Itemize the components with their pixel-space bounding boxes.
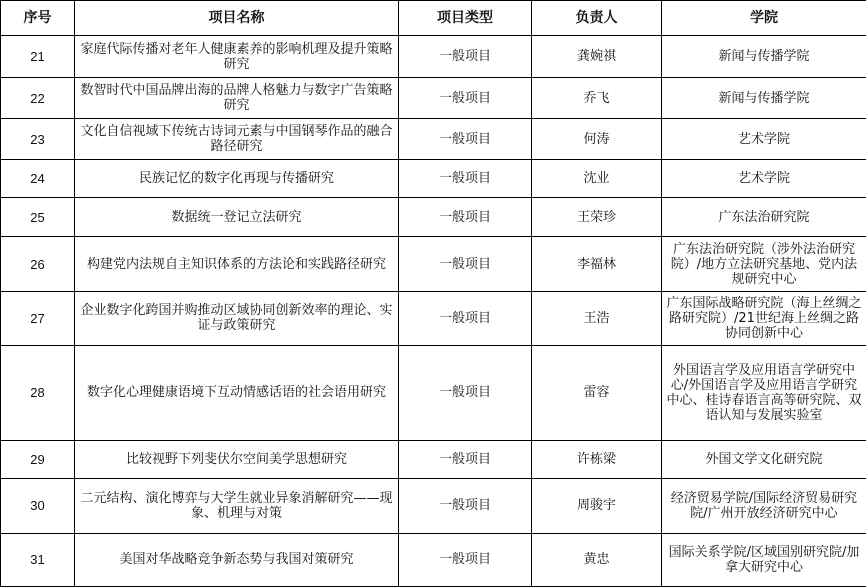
cell-project-name: 家庭代际传播对老年人健康素养的影响机理及提升策略研究 [75,36,399,78]
cell-seq: 27 [1,292,75,345]
cell-project-type: 一般项目 [399,478,532,533]
cell-seq: 23 [1,119,75,160]
table-row [1,345,866,440]
cell-owner: 雷容 [532,345,662,440]
cell-college: 外国文学文化研究院 [662,440,866,478]
cell-project-name: 比较视野下列斐伏尔空间美学思想研究 [75,440,399,478]
cell-owner: 黄忠 [532,533,662,586]
cell-owner: 周骏宇 [532,478,662,533]
cell-college: 新闻与传播学院 [662,78,866,119]
cell-seq: 24 [1,160,75,198]
cell-college: 广东法治研究院（涉外法治研究院）/地方立法研究基地、党内法规研究中心 [662,237,866,292]
cell-seq: 26 [1,237,75,292]
table-row [1,160,866,198]
cell-owner: 沈业 [532,160,662,198]
table-row [1,119,866,160]
header-project-name: 项目名称 [75,1,399,36]
cell-project-type: 一般项目 [399,119,532,160]
cell-owner: 许栋梁 [532,440,662,478]
cell-project-type: 一般项目 [399,533,532,586]
cell-seq: 28 [1,345,75,440]
cell-project-type: 一般项目 [399,36,532,78]
table-row [1,78,866,119]
table-row [1,237,866,292]
cell-seq: 22 [1,78,75,119]
cell-project-type: 一般项目 [399,440,532,478]
cell-project-name: 构建党内法规自主知识体系的方法论和实践路径研究 [75,237,399,292]
cell-seq: 31 [1,533,75,586]
cell-project-type: 一般项目 [399,198,532,237]
cell-seq: 29 [1,440,75,478]
table-row [1,478,866,533]
cell-project-name: 文化自信视域下传统古诗词元素与中国钢琴作品的融合路径研究 [75,119,399,160]
cell-project-name: 数智时代中国品牌出海的品牌人格魅力与数字广告策略研究 [75,78,399,119]
cell-college: 外国语言学及应用语言学研究中心/外国语言学及应用语言学研究中心、桂诗春语言高等研究院、双语认知与发展实验室 [662,345,866,440]
cell-owner: 何涛 [532,119,662,160]
cell-college: 艺术学院 [662,160,866,198]
cell-college: 广东法治研究院 [662,198,866,237]
cell-owner: 王浩 [532,292,662,345]
cell-college: 广东国际战略研究院（海上丝绸之路研究院）/21世纪海上丝绸之路协同创新中心 [662,292,866,345]
cell-project-name: 美国对华战略竞争新态势与我国对策研究 [75,533,399,586]
table-header-row [1,1,866,36]
cell-college: 新闻与传播学院 [662,36,866,78]
cell-project-type: 一般项目 [399,160,532,198]
table-row [1,440,866,478]
table-row [1,198,866,237]
table-row [1,292,866,345]
cell-college: 艺术学院 [662,119,866,160]
cell-college: 国际关系学院/区域国别研究院/加拿大研究中心 [662,533,866,586]
cell-project-type: 一般项目 [399,292,532,345]
table-row [1,533,866,586]
table-row [1,36,866,78]
cell-project-name: 企业数字化跨国并购推动区域协同创新效率的理论、实证与政策研究 [75,292,399,345]
cell-project-type: 一般项目 [399,78,532,119]
cell-seq: 30 [1,478,75,533]
cell-owner: 乔飞 [532,78,662,119]
header-project-type: 项目类型 [399,1,532,36]
header-seq: 序号 [1,1,75,36]
cell-project-type: 一般项目 [399,345,532,440]
cell-project-type: 一般项目 [399,237,532,292]
cell-seq: 21 [1,36,75,78]
cell-project-name: 二元结构、演化博弈与大学生就业异象消解研究——现象、机理与对策 [75,478,399,533]
header-owner: 负责人 [532,1,662,36]
cell-owner: 王荣珍 [532,198,662,237]
cell-owner: 李福林 [532,237,662,292]
cell-project-name: 数据统一登记立法研究 [75,198,399,237]
cell-college: 经济贸易学院/国际经济贸易研究院/广州开放经济研究中心 [662,478,866,533]
cell-owner: 龚婉祺 [532,36,662,78]
cell-project-name: 民族记忆的数字化再现与传播研究 [75,160,399,198]
cell-seq: 25 [1,198,75,237]
header-college: 学院 [662,1,866,36]
cell-project-name: 数字化心理健康语境下互动情感话语的社会语用研究 [75,345,399,440]
